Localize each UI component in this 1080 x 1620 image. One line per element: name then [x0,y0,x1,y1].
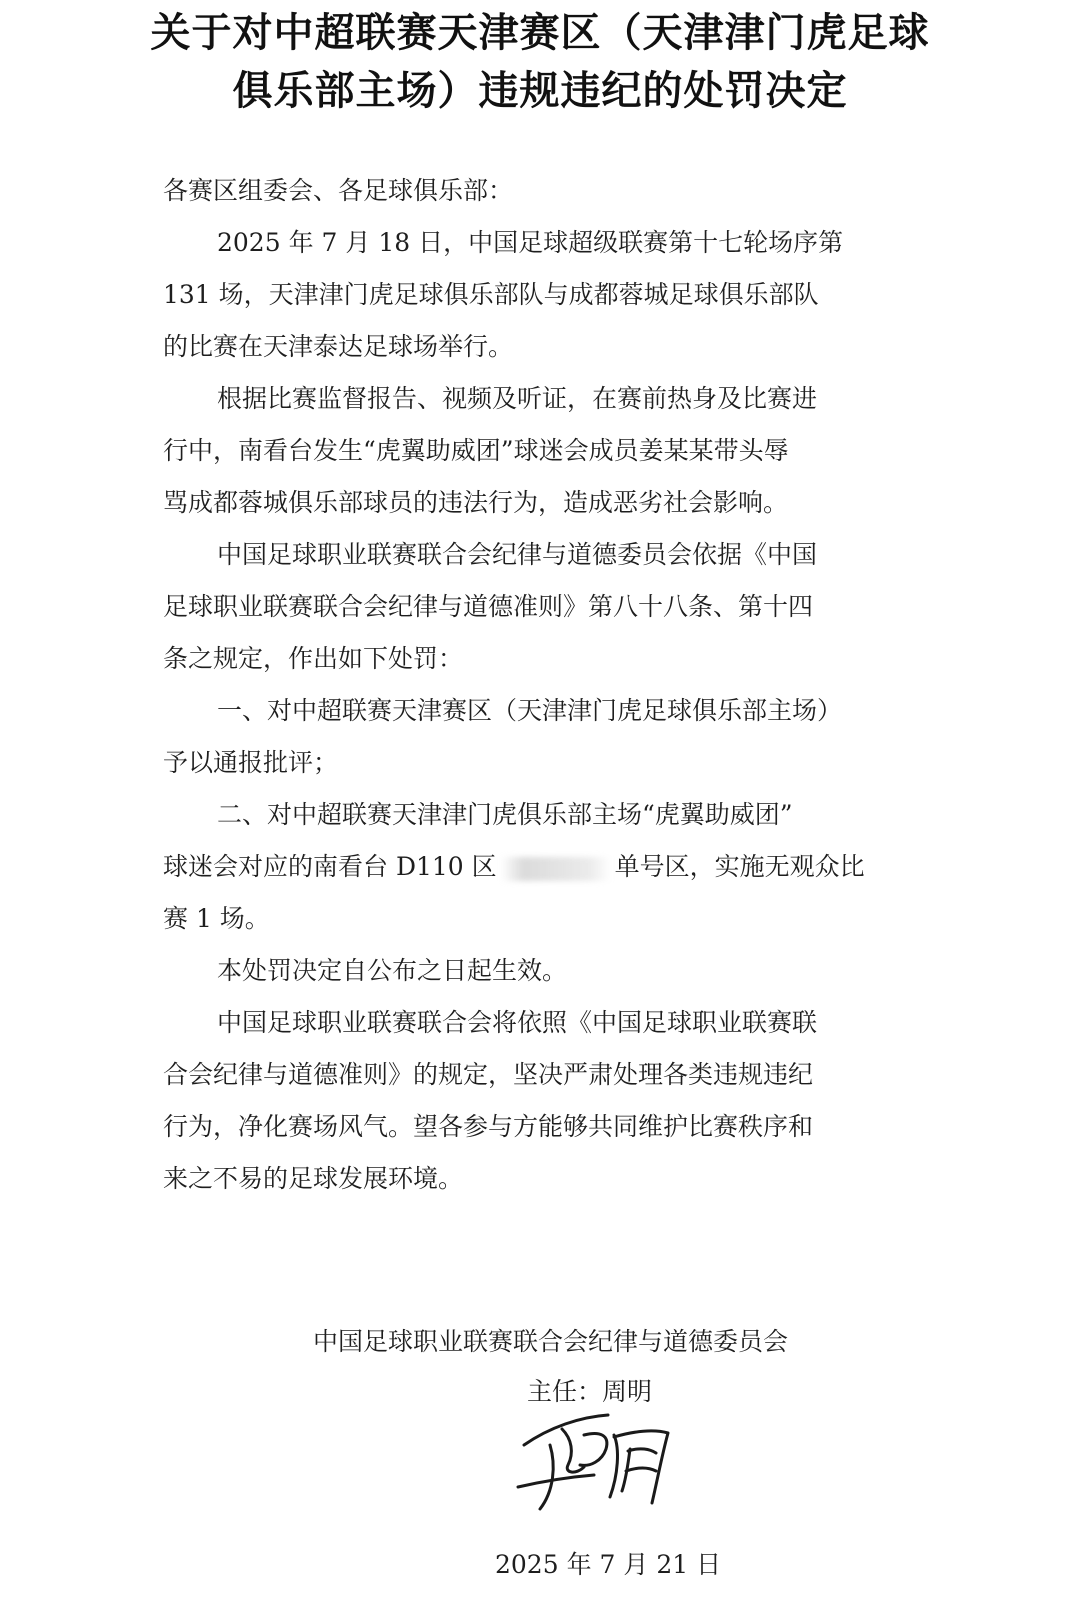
document-title [0,4,1080,120]
document-body [163,165,923,1205]
paragraph-match-info: 2025 年 7 月 18 日，中国足球超级联赛第十七轮场序第 131 场，天津津门虎足球俱乐部队与成都蓉城足球俱乐部队 的比赛在天津泰达足球场举行。 [163,228,844,361]
redacted-area [501,857,611,881]
title-line-2: 俱乐部主场）违规违纪的处罚决定 [232,67,848,114]
penalty-item-2: 二、对中超联赛天津津门虎俱乐部主场“虎翼助威团” 球迷会对应的南看台 D110 区 单号区，实施无观众比 赛 1 场。 [163,800,865,933]
paragraph-effective: 本处罚决定自公布之日起生效。 [217,956,568,985]
paragraph-findings: 根据比赛监督报告、视频及听证，在赛前热身及比赛进 行中，南看台发生“虎翼助威团”球迷会成员姜某某带头辱 骂成都蓉城俱乐部球员的违法行为，造成恶劣社会影响。 [163,384,818,517]
handwritten-signature [510,1405,700,1520]
issuing-organization: 中国足球职业联赛联合会纪律与道德委员会 [313,1327,789,1356]
salutation: 各赛区组委会、各足球俱乐部： [163,176,514,205]
issue-date: 2025 年 7 月 21 日 [495,1550,722,1579]
title-line-1: 关于对中超联赛天津赛区（天津津门虎足球 [150,9,930,56]
paragraph-legal-basis: 中国足球职业联赛联合会纪律与道德委员会依据《中国 足球职业联赛联合会纪律与道德准则》第八十八条、第十四 条之规定，作出如下处罚： [163,540,818,673]
paragraph-closing: 中国足球职业联赛联合会将依照《中国足球职业联赛联 合会纪律与道德准则》的规定，坚决严肃处理各类违规违纪 行为，净化赛场风气。望各参与方能够共同维护比赛秩序和 来之不易的足球发展环境。 [163,1008,818,1193]
director-name: 主任：周明 [527,1377,653,1406]
penalty-item-1: 一、对中超联赛天津赛区（天津津门虎足球俱乐部主场） 予以通报批评； [163,696,843,777]
